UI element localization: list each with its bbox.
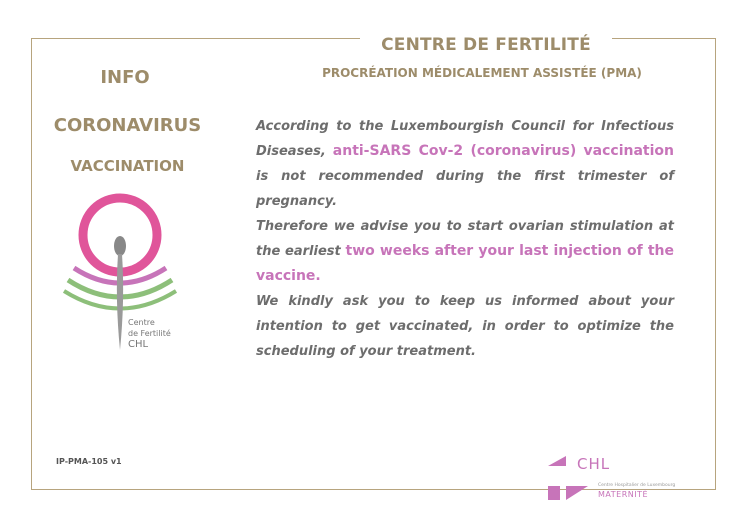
paragraph-2 [256,214,674,289]
p1-text-a: According to the Luxembourgish Council for Infectious Diseases, [256,119,674,159]
p2-text-a: Therefore we advise you to start ovarian stimulation at the earliest [256,219,674,259]
document-reference: IP-PMA-105 v1 [56,457,122,466]
chl-brand-subtitle: Centre Hospitalier de Luxembourg [598,483,676,488]
chl-brand: CHL [577,455,611,473]
logo-caption [128,317,171,350]
p2-highlight: two weeks after your last injection of the vaccine. [256,243,675,284]
logo-line-2: de Fertilité [128,329,171,338]
paragraph-1 [256,114,674,214]
page-subtitle: PROCRÉATION MÉDICALEMENT ASSISTÉE (PMA) [322,66,642,80]
paragraph-3: We kindly ask you to keep us informed about your intention to get vaccinated, in order to optimize the scheduling of your treatment. [256,294,674,359]
p1-text-b: is not recommended during the first trimester of pregnancy. [256,169,674,209]
logo-line-3: CHL [128,339,149,350]
vaccination-heading: VACCINATION [70,157,185,175]
coronavirus-heading: CORONAVIRUS [53,115,202,136]
advice-text [256,114,674,364]
info-heading: INFO [100,67,150,88]
logo-line-1: Centre [128,318,155,327]
chl-maternity-label: MATERNITÉ [598,490,649,499]
page-title: CENTRE DE FERTILITÉ [381,35,591,55]
p1-highlight: anti-SARS Cov-2 (coronavirus) vaccination [332,143,674,159]
